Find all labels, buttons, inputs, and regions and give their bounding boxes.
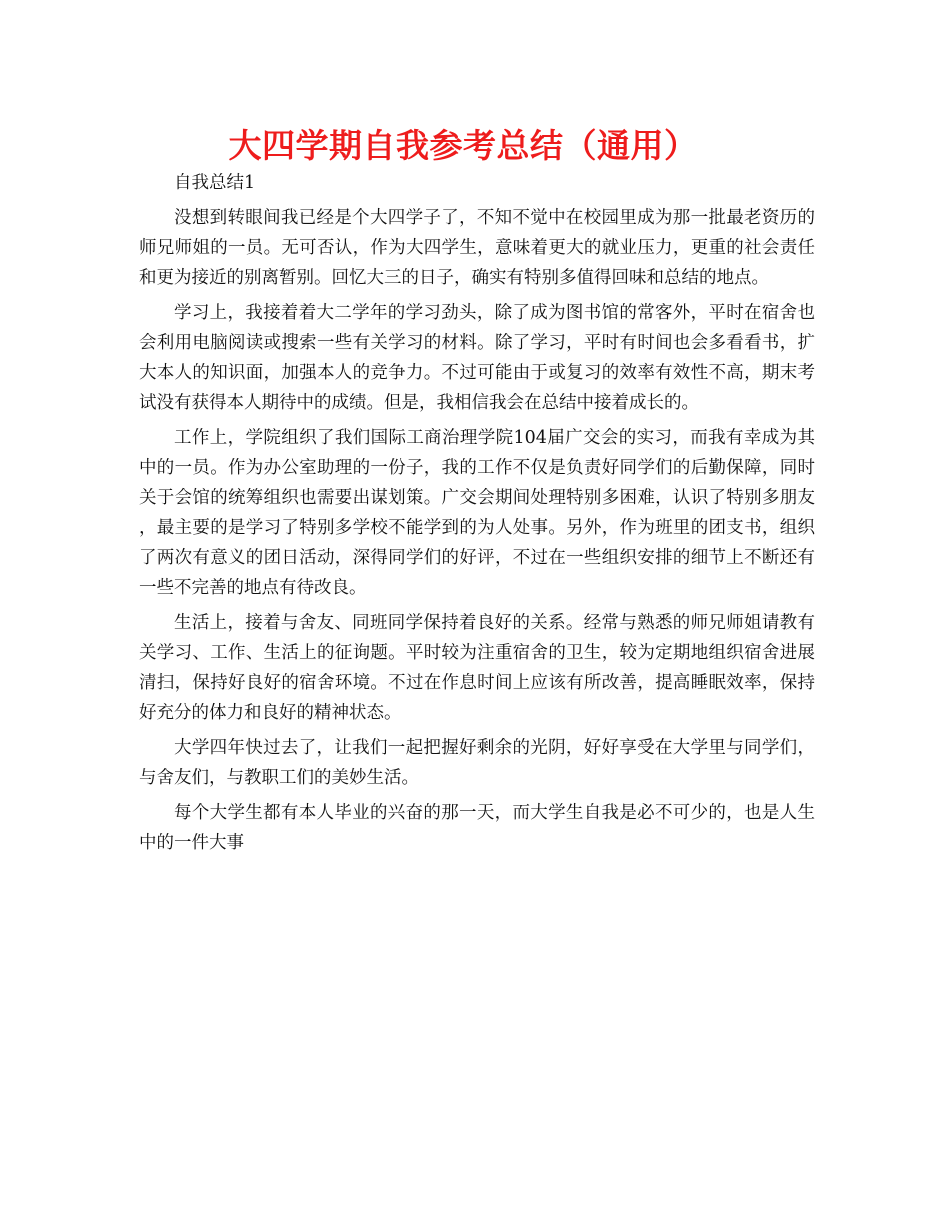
paragraph-3: 工作上，学院组织了我们国际工商治理学院104届广交会的实习，而我有幸成为其中的一员。作为办公室助理的一份子，我的工作不仅是负责好同学们的后勤保障，同时关于会馆的统筹组织也需要出谋划策。广交会期间处理特别多困难，认识了特别多朋友，最主要的是学习了特别多学校不能学到的为人处事。另外，作为班里的团支书，组织了两次有意义的团日活动，深得同学们的好评，不过在一些组织安排的细节上不断还有一些不完善的地点有待改良。 xyxy=(139,428,815,598)
paragraph-4: 生活上，接着与舍友、同班同学保持着良好的关系。经常与熟悉的师兄师姐请教有关学习、工作、生活上的征询题。平时较为注重宿舍的卫生，较为定期地组织宿舍进展清扫，保持好良好的宿舍环境。不过在作息时间上应该有所改善，提高睡眠效率，保持好充分的体力和良好的精神状态。 xyxy=(139,613,815,723)
paragraph-6: 每个大学生都有本人毕业的兴奋的那一天，而大学生自我是必不可少的，也是人生中的一件大事 xyxy=(139,803,815,853)
paragraph-5: 大学四年快过去了，让我们一起把握好剩余的光阴，好好享受在大学里与同学们，与舍友们，与教职工们的美妙生活。 xyxy=(139,738,815,788)
document-title: 大四学期自我参考总结（通用） xyxy=(228,126,698,165)
paragraph-1: 没想到转眼间我已经是个大四学子了，不知不觉中在校园里成为那一批最老资历的师兄师姐的一员。无可否认，作为大四学生，意味着更大的就业压力，更重的社会责任和更为接近的别离暂别。回忆大三的日子，确实有特别多值得回味和总结的地点。 xyxy=(139,208,815,288)
document-body xyxy=(139,168,815,863)
paragraph-2: 学习上，我接着着大二学年的学习劲头，除了成为图书馆的常客外，平时在宿舍也会利用电脑阅读或搜索一些有关学习的材料。除了学习，平时有时间也会多看看书，扩大本人的知识面，加强本人的竞争力。不过可能由于或复习的效率有效性不高，期末考试没有获得本人期待中的成绩。但是，我相信我会在总结中接着成长的。 xyxy=(139,303,815,413)
section-heading: 自我总结1 xyxy=(174,173,256,193)
